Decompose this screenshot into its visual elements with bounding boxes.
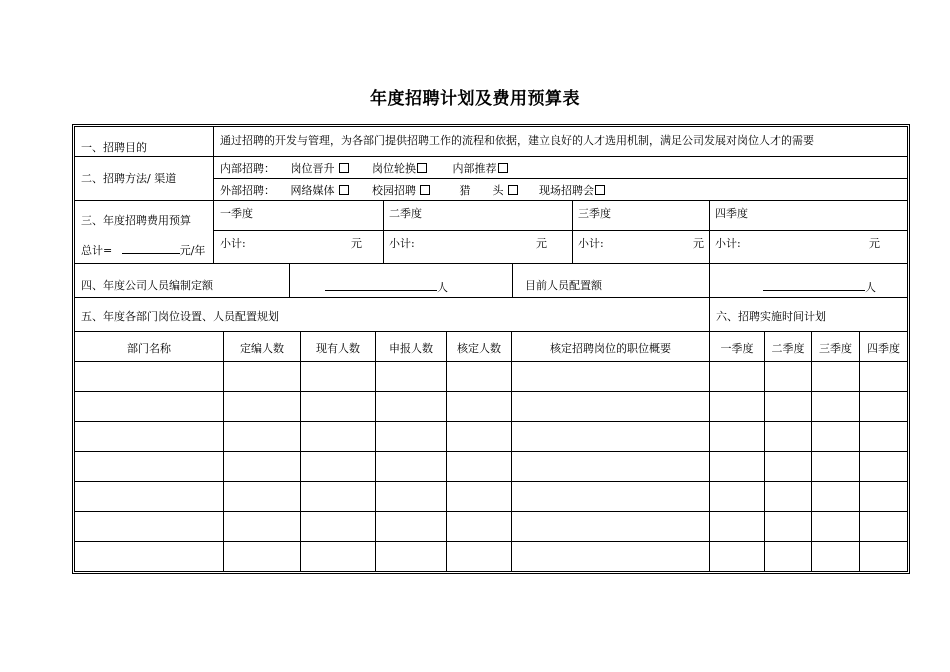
table-cell[interactable] bbox=[77, 489, 221, 503]
checkbox[interactable] bbox=[339, 185, 349, 195]
checkbox[interactable] bbox=[498, 163, 508, 173]
subtotal-unit: 元 bbox=[693, 237, 704, 250]
purpose-label: 一、招聘目的 bbox=[81, 141, 147, 154]
checkbox[interactable] bbox=[420, 185, 430, 195]
table-cell[interactable] bbox=[766, 429, 809, 443]
quota-blank[interactable] bbox=[325, 279, 437, 291]
checkbox[interactable] bbox=[508, 185, 518, 195]
headcount-quota bbox=[325, 279, 448, 295]
table-cell[interactable] bbox=[448, 459, 509, 473]
table-cell[interactable] bbox=[302, 369, 373, 383]
schedule-column-header: 三季度 bbox=[819, 342, 852, 355]
column-header: 核定招聘岗位的职位概要 bbox=[550, 342, 671, 355]
table-cell[interactable] bbox=[302, 519, 373, 533]
row-divider bbox=[213, 178, 907, 179]
row-divider bbox=[75, 451, 907, 452]
table-cell[interactable] bbox=[813, 429, 857, 443]
row-divider bbox=[75, 511, 907, 512]
subtotal-unit: 元 bbox=[869, 237, 880, 250]
table-cell[interactable] bbox=[861, 489, 905, 503]
table-cell[interactable] bbox=[77, 369, 221, 383]
table-cell[interactable] bbox=[766, 549, 809, 563]
table-cell[interactable] bbox=[861, 459, 905, 473]
table-cell[interactable] bbox=[225, 549, 298, 563]
table-cell[interactable] bbox=[861, 549, 905, 563]
headcount-label: 四、年度公司人员编制定额 bbox=[81, 279, 213, 292]
table-cell[interactable] bbox=[377, 369, 444, 383]
column-header: 核定人数 bbox=[457, 342, 501, 355]
row-divider bbox=[75, 541, 907, 542]
table-cell[interactable] bbox=[766, 519, 809, 533]
column-header: 现有人数 bbox=[316, 342, 360, 355]
column-header: 申报人数 bbox=[389, 342, 433, 355]
subtotal-unit: 元 bbox=[351, 237, 362, 250]
current-blank[interactable] bbox=[763, 279, 865, 291]
total-suffix: 元/年 bbox=[179, 244, 206, 257]
col-divider bbox=[223, 331, 224, 571]
table-cell[interactable] bbox=[225, 459, 298, 473]
table-cell[interactable] bbox=[225, 429, 298, 443]
col-divider bbox=[383, 200, 384, 263]
table-cell[interactable] bbox=[302, 429, 373, 443]
subtotal-label: 小计: bbox=[578, 237, 604, 250]
table-cell[interactable] bbox=[813, 549, 857, 563]
table-cell[interactable] bbox=[711, 429, 762, 443]
table-cell[interactable] bbox=[711, 519, 762, 533]
internal-prefix: 内部招聘： bbox=[220, 162, 275, 175]
row-divider bbox=[75, 156, 907, 157]
row-divider bbox=[75, 481, 907, 482]
page-title: 年度招聘计划及费用预算表 bbox=[370, 89, 580, 109]
table-cell[interactable] bbox=[77, 459, 221, 473]
table-cell[interactable] bbox=[377, 489, 444, 503]
subtotal-unit: 元 bbox=[536, 237, 547, 250]
table-cell[interactable] bbox=[766, 399, 809, 413]
column-header: 部门名称 bbox=[127, 342, 171, 355]
row-divider bbox=[75, 361, 907, 362]
table-cell[interactable] bbox=[766, 369, 809, 383]
table-cell[interactable] bbox=[513, 549, 707, 563]
total-blank[interactable] bbox=[122, 242, 180, 254]
table-cell[interactable] bbox=[813, 399, 857, 413]
col-divider bbox=[213, 127, 214, 263]
table-cell[interactable] bbox=[302, 459, 373, 473]
table-cell[interactable] bbox=[813, 519, 857, 533]
table-cell[interactable] bbox=[377, 459, 444, 473]
table-cell[interactable] bbox=[711, 399, 762, 413]
col-divider bbox=[709, 200, 710, 263]
quota-unit: 人 bbox=[437, 281, 448, 294]
table-cell[interactable] bbox=[448, 399, 509, 413]
subtotal-label: 小计: bbox=[389, 237, 415, 250]
checkbox[interactable] bbox=[417, 163, 427, 173]
option-label: 现场招聘会 bbox=[539, 184, 594, 197]
quarter-2-header: 二季度 bbox=[389, 207, 422, 220]
table-cell[interactable] bbox=[861, 429, 905, 443]
table-cell[interactable] bbox=[448, 369, 509, 383]
table-cell[interactable] bbox=[302, 549, 373, 563]
table-cell[interactable] bbox=[302, 489, 373, 503]
row-divider bbox=[75, 421, 907, 422]
table-cell[interactable] bbox=[766, 489, 809, 503]
schedule-column-header: 四季度 bbox=[867, 342, 900, 355]
table-cell[interactable] bbox=[77, 519, 221, 533]
table-cell[interactable] bbox=[513, 429, 707, 443]
table-cell[interactable] bbox=[711, 549, 762, 563]
quarter-4-header: 四季度 bbox=[715, 207, 748, 220]
table-cell[interactable] bbox=[813, 369, 857, 383]
schedule-column-header: 一季度 bbox=[720, 342, 754, 355]
table-cell[interactable] bbox=[513, 459, 707, 473]
total-prefix: 总计= bbox=[81, 244, 113, 257]
quarter-3-header: 三季度 bbox=[578, 207, 611, 220]
table-cell[interactable] bbox=[513, 399, 707, 413]
col-divider bbox=[446, 331, 447, 571]
table-cell[interactable] bbox=[711, 369, 762, 383]
col-divider bbox=[289, 263, 290, 297]
table-cell[interactable] bbox=[377, 549, 444, 563]
table-cell[interactable] bbox=[225, 519, 298, 533]
table-cell[interactable] bbox=[448, 489, 509, 503]
table-cell[interactable] bbox=[77, 429, 221, 443]
external-prefix: 外部招聘： bbox=[220, 184, 275, 197]
col-divider bbox=[511, 331, 512, 571]
table-cell[interactable] bbox=[513, 489, 707, 503]
staffing-label: 五、年度各部门岗位设置、人员配置规划 bbox=[81, 310, 279, 323]
table-cell[interactable] bbox=[813, 489, 857, 503]
checkbox[interactable] bbox=[339, 163, 349, 173]
table-cell[interactable] bbox=[448, 549, 509, 563]
table-cell[interactable] bbox=[377, 519, 444, 533]
table-cell[interactable] bbox=[225, 489, 298, 503]
row-divider bbox=[75, 331, 907, 332]
table-cell[interactable] bbox=[813, 459, 857, 473]
col-divider bbox=[300, 331, 301, 571]
row-divider bbox=[213, 230, 907, 231]
option-label: 岗位轮换 bbox=[372, 162, 416, 175]
quarter-1-header: 一季度 bbox=[220, 207, 253, 220]
table-cell[interactable] bbox=[711, 489, 762, 503]
col-divider bbox=[811, 331, 812, 571]
row-divider bbox=[75, 263, 907, 264]
recruitment-plan-table bbox=[72, 124, 910, 574]
schedule-label: 六、招聘实施时间计划 bbox=[716, 310, 826, 323]
methods-label: 二、招聘方法/ 渠道 bbox=[81, 172, 177, 185]
col-divider bbox=[709, 331, 710, 571]
table-cell[interactable] bbox=[513, 369, 707, 383]
col-divider bbox=[709, 297, 710, 331]
subtotal-label: 小计: bbox=[715, 237, 741, 250]
current-unit: 人 bbox=[865, 281, 876, 294]
external-recruitment bbox=[220, 184, 605, 198]
purpose-text: 通过招聘的开发与管理，为各部门提供招聘工作的流程和依据，建立良好的人才选用机制，满足公司发展对岗位人才的需要 bbox=[220, 134, 814, 147]
option-label: 内部推荐 bbox=[452, 162, 497, 175]
table-cell[interactable] bbox=[225, 369, 298, 383]
table-cell[interactable] bbox=[77, 549, 221, 563]
table-cell[interactable] bbox=[77, 399, 221, 413]
table-cell[interactable] bbox=[448, 429, 509, 443]
col-divider bbox=[764, 331, 765, 571]
col-divider bbox=[709, 263, 710, 297]
table-cell[interactable] bbox=[861, 399, 905, 413]
current-staff-label: 目前人员配置额 bbox=[525, 279, 602, 292]
option-label: 网络媒体 bbox=[290, 184, 335, 197]
budget-total bbox=[81, 242, 205, 258]
col-divider bbox=[859, 331, 860, 571]
table-cell[interactable] bbox=[861, 369, 905, 383]
row-divider bbox=[75, 297, 907, 298]
table-cell[interactable] bbox=[766, 459, 809, 473]
table-cell[interactable] bbox=[513, 519, 707, 533]
option-label: 猎 头 bbox=[459, 184, 504, 197]
col-divider bbox=[375, 331, 376, 571]
row-divider bbox=[75, 200, 907, 201]
option-label: 岗位晋升 bbox=[290, 162, 335, 175]
schedule-column-header: 二季度 bbox=[771, 342, 805, 355]
budget-label: 三、年度招聘费用预算 bbox=[81, 214, 191, 227]
col-divider bbox=[572, 200, 573, 263]
table-cell[interactable] bbox=[861, 519, 905, 533]
current-staff bbox=[763, 279, 876, 295]
table-cell[interactable] bbox=[711, 459, 762, 473]
table-cell[interactable] bbox=[377, 399, 444, 413]
col-divider bbox=[512, 263, 513, 297]
column-header: 定编人数 bbox=[240, 342, 284, 355]
table-cell[interactable] bbox=[448, 519, 509, 533]
subtotal-label: 小计: bbox=[220, 237, 246, 250]
row-divider bbox=[75, 391, 907, 392]
internal-recruitment bbox=[220, 162, 508, 176]
checkbox[interactable] bbox=[595, 185, 605, 195]
table-cell[interactable] bbox=[225, 399, 298, 413]
table-cell[interactable] bbox=[302, 399, 373, 413]
table-cell[interactable] bbox=[377, 429, 444, 443]
option-label: 校园招聘 bbox=[372, 184, 416, 197]
